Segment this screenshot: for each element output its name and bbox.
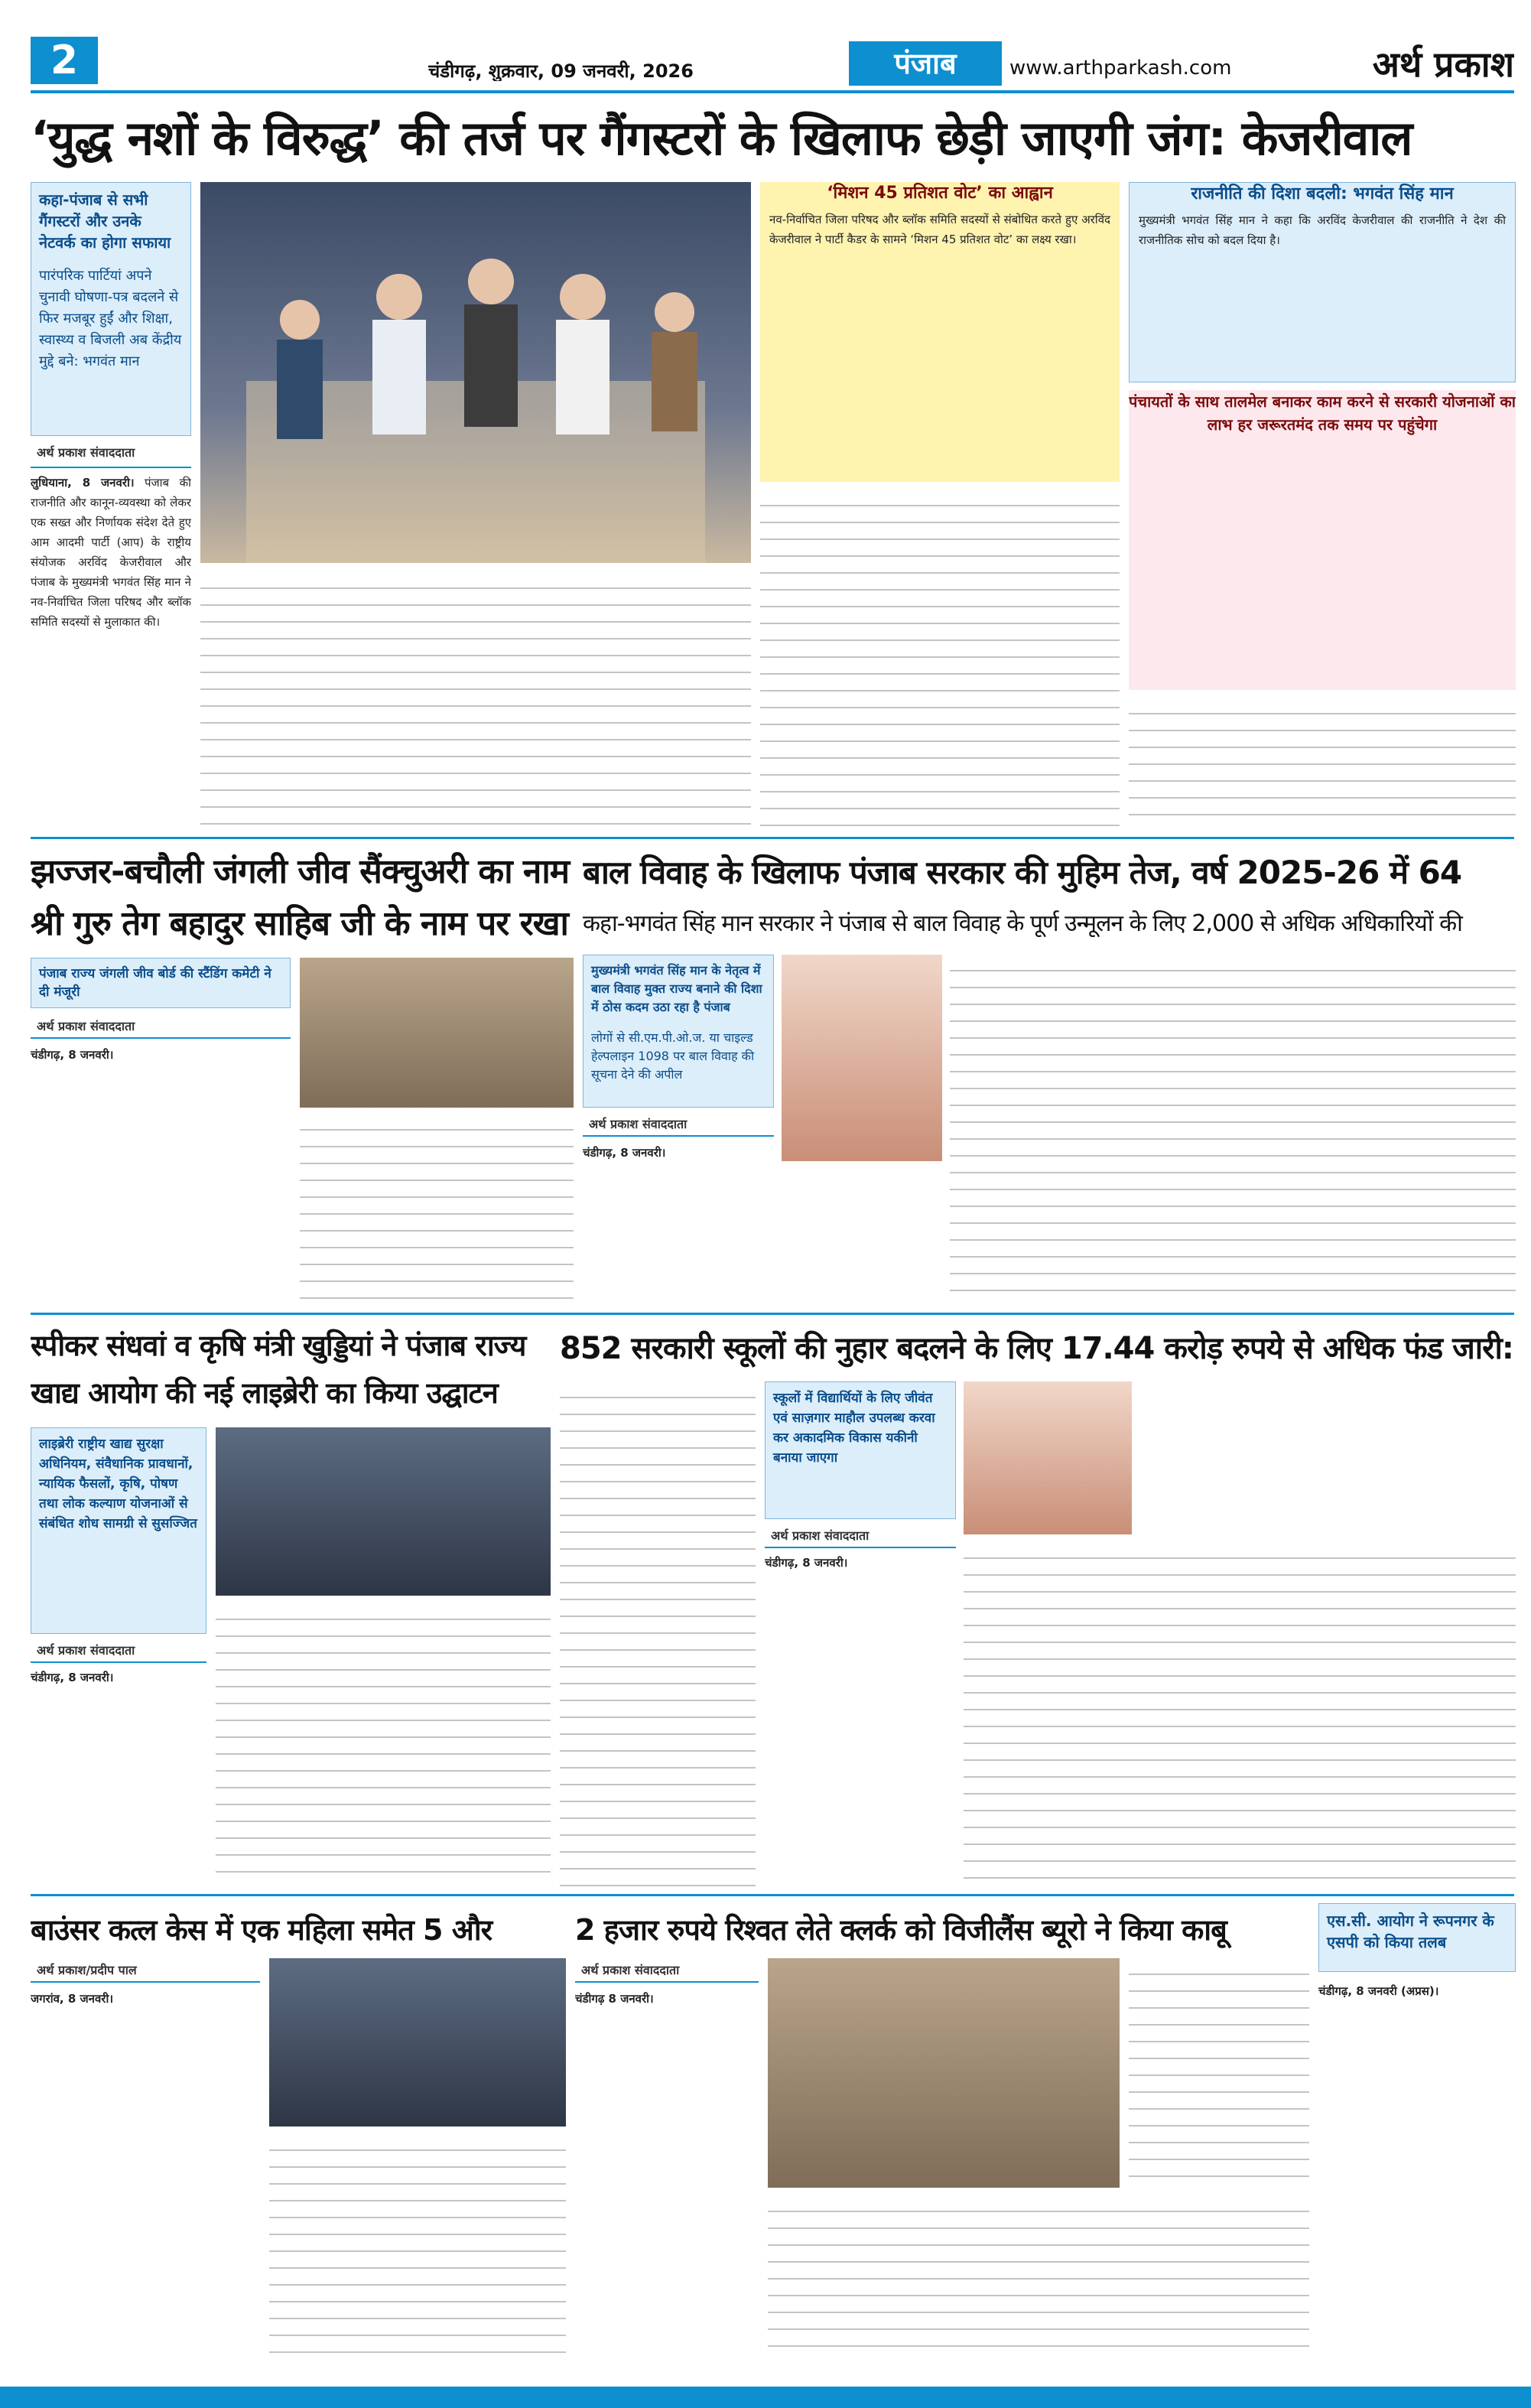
lead-body-cols-2 <box>760 490 1120 828</box>
story3-kicker: मुख्यमंत्री भगवंत सिंह मान के नेतृत्व में बाल विवाह मुक्त राज्य बनाने की दिशा में ठोस कदम उठा रहा है पंजाब <box>591 963 762 1014</box>
story7-photo <box>768 1958 1120 2188</box>
story3-kicker-box <box>583 955 774 1108</box>
story3-subhead: कहा-भगवंत सिंह मान सरकार ने पंजाब से बाल विवाह के पूर्ण उन्मूलन के लिए 2,000 से अधिक अधिकारियों की <box>583 910 1462 937</box>
story7-headline: 2 हजार रुपये रिश्वत लेते क्लर्क को विजीलैंस ब्यूरो ने किया काबू <box>575 1913 1227 1947</box>
story4-body-cols <box>216 1603 551 1886</box>
story7-byline: अर्थ प्रकाश संवाददाता <box>575 1958 759 1983</box>
side-box-title: राजनीति की दिशा बदली: भगवंत सिंह मान <box>1191 184 1454 203</box>
lead-kicker-box <box>31 182 191 436</box>
story2-byline: अर्थ प्रकाश संवाददाता <box>31 1014 291 1039</box>
story3-dateline: चंडीगढ़, 8 जनवरी। <box>583 1146 666 1160</box>
story2-dateline: चंडीगढ़, 8 जनवरी। <box>31 1048 114 1062</box>
story8-dateline: चंडीगढ़, 8 जनवरी (अप्रस)। <box>1318 1984 1439 1998</box>
story4-headline: स्पीकर संधवां व कृषि मंत्री खुड्डियां ने पंजाब राज्य खाद्य आयोग की नई लाइब्रेरी का किया उद्घाटन <box>31 1329 526 1410</box>
story2-body <box>31 1045 291 1305</box>
side-box-2-title: पंचायतों के साथ तालमेल बनाकर काम करने से सरकारी योजनाओं का लाभ हर जरूरतमंद तक समय पर पहुंचेगा <box>1129 392 1516 434</box>
story6-dateline: जगरांव, 8 जनवरी। <box>31 1992 114 2006</box>
story5-body <box>765 1553 956 1886</box>
story6-byline: अर्थ प्रकाश/प्रदीप पाल <box>31 1958 260 1983</box>
rule-2 <box>31 1313 1514 1315</box>
lead-body <box>31 473 191 828</box>
mission-box <box>760 182 1120 482</box>
story5-dateline: चंडीगढ़, 8 जनवरी। <box>765 1556 848 1570</box>
story3-body-cols <box>950 955 1516 1305</box>
bottom-bar <box>0 2387 1531 2408</box>
story7-body-cols <box>768 2195 1309 2359</box>
lead-byline: अर्थ प्रकाश संवाददाता <box>31 441 191 468</box>
story7-body-cols-2 <box>1129 1958 1309 2188</box>
page-number: 2 <box>31 37 98 84</box>
lead-kicker: कहा-पंजाब से सभी गैंगस्टरों और उनके नेटवर्क का होगा सफाया <box>39 190 171 252</box>
story3-photo <box>782 955 942 1161</box>
lead-photo <box>200 182 751 563</box>
lead-kicker2: पारंपरिक पार्टियां अपने चुनावी घोषणा-पत्र बदलने से फिर मजबूर हुईं और शिक्षा, स्वास्थ्य व बिजली अब केंद्रीय मुद्दे बने: भगवंत मान <box>39 268 182 369</box>
story3-byline: अर्थ प्रकाश संवाददाता <box>583 1112 774 1137</box>
story7-dateline: चंडीगढ़ 8 जनवरी। <box>575 1992 654 2006</box>
story4-kicker-box <box>31 1427 206 1634</box>
paper-name: अर्थ प्रकाश <box>1372 44 1514 85</box>
story5-headline: 852 सरकारी स्कूलों की नुहार बदलने के लिए 17.44 करोड़ रुपये से अधिक फंड जारी: <box>560 1331 1513 1366</box>
story5-photo <box>964 1381 1132 1534</box>
lead-headline: ‘युद्ध नशों के विरुद्ध’ की तर्ज पर गैंगस्टरों के खिलाफ छेड़ी जाएगी जंग: केजरीवाल <box>31 110 1412 166</box>
stage-figures <box>200 182 751 563</box>
story4-dateline: चंडीगढ़, 8 जनवरी। <box>31 1671 114 1684</box>
lead-body-text: पंजाब की राजनीति और कानून-व्यवस्था को लेकर एक सख्त और निर्णायक संदेश देते हुए आम आदमी पार्टी (आप) के राष्ट्रीय संयोजक अरविंद केजरीवाल और पंजाब के मुख्यमंत्री भगवंत सिंह मान ने नव-निर्वाचित जिला परिषद और ब्लॉक समिति सदस्यों से मुलाकात की। <box>31 476 191 629</box>
story4-byline: अर्थ प्रकाश संवाददाता <box>31 1638 206 1663</box>
story4-photo <box>216 1427 551 1596</box>
story6-body-cols <box>269 2134 566 2359</box>
story6-headline: बाउंसर कत्ल केस में एक महिला समेत 5 और <box>31 1913 492 1947</box>
side-body-cols <box>1129 698 1516 828</box>
story3-headline: बाल विवाह के खिलाफ पंजाब सरकार की मुहिम तेज, वर्ष 2025-26 में 64 <box>583 854 1462 891</box>
story5-body-cols <box>964 1542 1516 1886</box>
story2-headline: झज्जर-बचौली जंगली जीव सैंक्चुअरी का नाम श्री गुरु तेग बहादुर साहिब जी के नाम पर रखा <box>31 852 570 943</box>
rule-1 <box>31 837 1514 839</box>
story8-body <box>1318 1981 1516 2359</box>
side-box <box>1129 182 1516 382</box>
story2-kicker: पंजाब राज्य जंगली जीव बोर्ड की स्टैंडिंग कमेटी ने दी मंजूरी <box>39 966 271 1000</box>
mission-box-title: ‘मिशन 45 प्रतिशत वोट’ का आह्वान <box>827 184 1053 203</box>
mission-box-body: नव-निर्वाचित जिला परिषद और ब्लॉक समिति सदस्यों से संबोधित करते हुए अरविंद केजरीवाल ने पार्टी कैडर के सामने ‘मिशन 45 प्रतिशत वोट’ का लक्ष्य रखा। <box>769 213 1110 246</box>
side-box-2 <box>1129 390 1516 690</box>
story8-headline: एस.सी. आयोग ने रूपनगर के एसपी को किया तलब <box>1327 1912 1494 1951</box>
story8-head-box <box>1318 1903 1516 1972</box>
story4-kicker: लाइब्रेरी राष्ट्रीय खाद्य सुरक्षा अधिनियम, संवैधानिक प्रावधानों, न्यायिक फैसलों, कृषि, पोषण तथा लोक कल्याण योजनाओं से संबंधित शोध सामग्री से सुसज्जित <box>39 1437 197 1531</box>
story5-kicker: स्कूलों में विद्यार्थियों के लिए जीवंत एवं साज़गार माहौल उपलब्ध करवा कर अकादमिक विकास यकीनी बनाया जाएगा <box>773 1391 935 1466</box>
story4-body <box>31 1668 206 1886</box>
story3-body <box>583 1143 774 1305</box>
top-rule <box>31 90 1514 93</box>
story5-kicker-box <box>765 1381 956 1519</box>
story5-body-cols-left <box>560 1381 756 1886</box>
story2-kicker-box <box>31 958 291 1008</box>
section-tab: पंजाब <box>849 41 1002 86</box>
side-box-body: मुख्यमंत्री भगवंत सिंह मान ने कहा कि अरविंद केजरीवाल की राजनीति ने देश की राजनीतिक सोच को बदल दिया है। <box>1139 213 1506 247</box>
story5-byline: अर्थ प्रकाश संवाददाता <box>765 1524 956 1548</box>
lead-body-cols <box>200 572 751 828</box>
rule-3 <box>31 1894 1514 1896</box>
story6-photo <box>269 1958 566 2127</box>
website-link[interactable]: www.arthparkash.com <box>1009 57 1232 80</box>
story7-body <box>575 1989 759 2359</box>
story2-body-cols <box>300 1114 574 1305</box>
story6-body <box>31 1989 260 2359</box>
lead-dateline: लुधियाना, 8 जनवरी। <box>31 476 135 490</box>
story3-kicker2: लोगों से सी.एम.पी.ओ.ज. या चाइल्ड हेल्पलाइन 1098 पर बाल विवाह की सूचना देने की अपील <box>591 1030 755 1082</box>
story2-photo <box>300 958 574 1108</box>
date-line: चंडीगढ़, शुक्रवार, 09 जनवरी, 2026 <box>428 60 694 81</box>
